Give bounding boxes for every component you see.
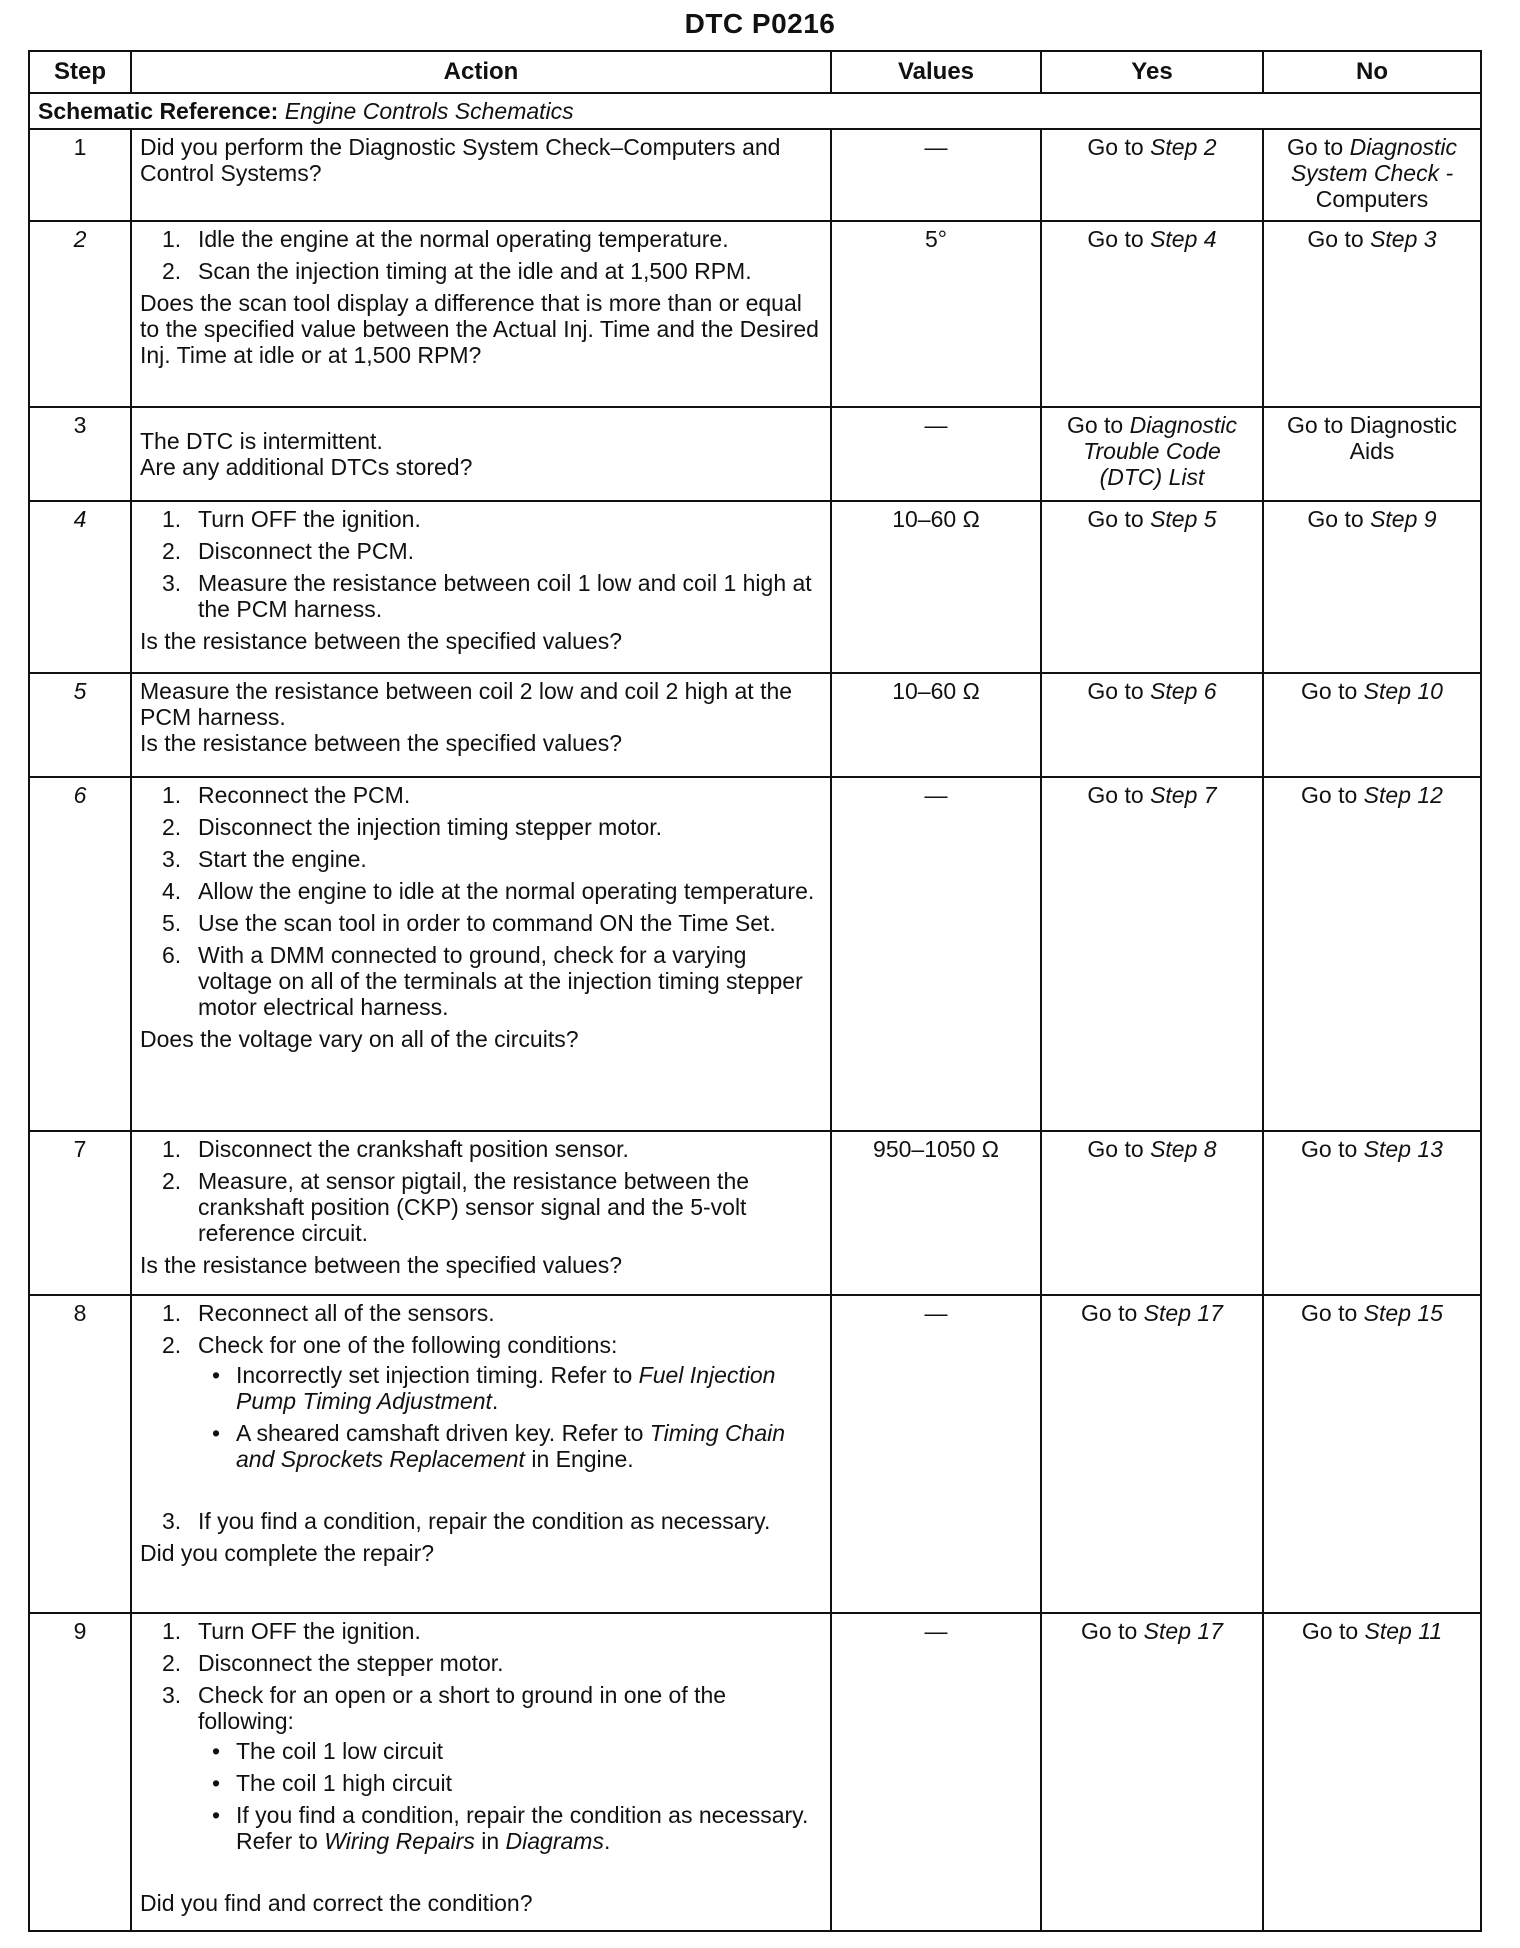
no-cell: Go to Step 10 (1263, 673, 1481, 777)
bullet-item: • The coil 1 low circuit (212, 1738, 444, 1764)
no-step-link: Step 9 (1370, 506, 1437, 532)
no-cell: Go to Step 3 (1263, 221, 1481, 407)
action-question: Are any additional DTCs stored? (140, 454, 473, 480)
list-item: 2. Disconnect the PCM. (162, 538, 415, 564)
table-row (29, 1613, 1481, 1931)
diagrams-ref: Diagrams (505, 1828, 604, 1854)
action-question: Did you find and correct the condition? (140, 1890, 533, 1916)
yes-cell: Go to Step 4 (1041, 221, 1263, 407)
list-item: 1. Turn OFF the ignition. (162, 1618, 421, 1644)
header-values: Values (831, 51, 1041, 93)
yes-cell: Go to Step 17 (1041, 1295, 1263, 1613)
wiring-repairs-ref: Wiring Repairs (324, 1828, 475, 1854)
no-cell (1263, 129, 1481, 221)
action-question: Does the voltage vary on all of the circuits? (140, 1026, 579, 1052)
no-cell: Go to Step 13 (1263, 1131, 1481, 1295)
no-prefix: Go to (1286, 134, 1350, 160)
action-cell (131, 1131, 831, 1295)
action-cell (131, 1613, 831, 1931)
action-cell (131, 501, 831, 673)
no-cell: Go to Diagnostic Aids (1263, 407, 1481, 501)
table-row (29, 1131, 1481, 1295)
table-row (29, 407, 1481, 501)
yes-cell: Go to Step 8 (1041, 1131, 1263, 1295)
fuel-pump-timing-ref: Fuel Injection Pump Timing Adjustment (236, 1362, 776, 1414)
list-item: 2. Scan the injection timing at the idle and at 1,500 RPM. (162, 258, 752, 284)
action-list (140, 506, 822, 622)
action-cell (131, 777, 831, 1131)
table-row (29, 129, 1481, 221)
no-suffix: Computers (1315, 186, 1429, 212)
list-item: 5. Use the scan tool in order to command ON the Time Set. (162, 910, 776, 936)
value-cell: — (831, 1613, 1041, 1931)
step-number: 3 (29, 407, 131, 501)
step-number: 9 (29, 1613, 131, 1931)
table-row (29, 673, 1481, 777)
yes-step-link: Step 17 (1143, 1300, 1223, 1326)
value-cell: — (831, 407, 1041, 501)
step-number: 5 (29, 673, 131, 777)
bullet-item: • A sheared camshaft driven key. Refer to Timing Chain and Sprockets Replacement in Engine. (212, 1420, 786, 1472)
action-cell (131, 673, 831, 777)
list-item: 3. Start the engine. (162, 846, 367, 872)
yes-cell: Go to Step 17 (1041, 1613, 1263, 1931)
value-cell: — (831, 777, 1041, 1131)
step-number: 4 (29, 501, 131, 673)
action-text: Measure the resistance between coil 2 low and coil 2 high at the PCM harness. (140, 678, 793, 730)
value-cell: 950–1050 Ω (831, 1131, 1041, 1295)
yes-cell: Go to Step 7 (1041, 777, 1263, 1131)
bullet-item: • If you find a condition, repair the condition as necessary. Refer to Wiring Repairs in Diagrams. (212, 1802, 809, 1854)
table-row (29, 1295, 1481, 1613)
no-cell: Go to Step 15 (1263, 1295, 1481, 1613)
table-row (29, 221, 1481, 407)
list-item: 3. Check for an open or a short to ground in one of the following: • The coil 1 low circuit • The coil 1 high circuit • If you find a condition, repair the condition as necessary. Refer to Wiring Repairs in Diagrams. (140, 1682, 822, 1884)
schematic-reference-link: Engine Controls Schematics (284, 98, 574, 124)
bullet-list (198, 1362, 822, 1472)
no-cell: Go to Step 9 (1263, 501, 1481, 673)
yes-step-link: Step 4 (1150, 226, 1217, 252)
action-cell (131, 221, 831, 407)
schematic-reference-row (29, 93, 1481, 129)
action-text: Did you perform the Diagnostic System Check–Computers and Control Systems? (140, 134, 781, 186)
yes-dtc-list-link: Diagnostic Trouble Code (DTC) List (1083, 412, 1238, 490)
bullet-item: • Incorrectly set injection timing. Refer to Fuel Injection Pump Timing Adjustment. (212, 1362, 776, 1414)
timing-chain-ref: Timing Chain and Sprockets Replacement (236, 1420, 786, 1472)
action-list (140, 1300, 822, 1534)
action-question: Did you complete the repair? (140, 1540, 435, 1566)
header-yes: Yes (1041, 51, 1263, 93)
step-number: 8 (29, 1295, 131, 1613)
bullet-item: • The coil 1 high circuit (212, 1770, 453, 1796)
header-action: Action (131, 51, 831, 93)
header-no: No (1263, 51, 1481, 93)
table-row (29, 777, 1481, 1131)
action-list (140, 1136, 822, 1246)
yes-cell: Go to Step 6 (1041, 673, 1263, 777)
yes-step-link: Step 7 (1150, 782, 1217, 808)
no-step-link: Step 10 (1363, 678, 1443, 704)
action-list (140, 782, 822, 1020)
header-step: Step (29, 51, 131, 93)
yes-step-link: Step 5 (1150, 506, 1217, 532)
page-title: DTC P0216 (684, 8, 836, 39)
no-step-link: Step 3 (1370, 226, 1437, 252)
action-cell (131, 129, 831, 221)
action-question: Is the resistance between the specified values? (140, 1252, 623, 1278)
action-question: Is the resistance between the specified values? (140, 730, 623, 756)
table-row (29, 501, 1481, 673)
yes-step-link: Step 6 (1150, 678, 1217, 704)
value-cell: 10–60 Ω (831, 673, 1041, 777)
yes-cell: Go to Step 5 (1041, 501, 1263, 673)
value-cell: — (831, 129, 1041, 221)
step-number: 1 (29, 129, 131, 221)
list-item: 3. Measure the resistance between coil 1 low and coil 1 high at the PCM harness. (162, 570, 812, 622)
diagnostic-table (28, 50, 1482, 1932)
action-question: Does the scan tool display a difference that is more than or equal to the specified value between the Actual Inj. Time and the Desired Inj. Time at idle or at 1,500 RPM? (140, 290, 819, 368)
no-link: Diagnostic System Check - (1290, 134, 1458, 186)
action-question: Is the resistance between the specified values? (140, 628, 623, 654)
list-item: 1. Reconnect the PCM. (162, 782, 411, 808)
action-text: The DTC is intermittent. (140, 428, 383, 454)
yes-step-link: Step 17 (1143, 1618, 1223, 1644)
value-cell: — (831, 1295, 1041, 1613)
yes-cell: Go to Diagnostic Trouble Code (DTC) List (1041, 407, 1263, 501)
value-cell: 5° (831, 221, 1041, 407)
bullet-list (198, 1738, 822, 1854)
step-number: 2 (29, 221, 131, 407)
yes-cell (1041, 129, 1263, 221)
list-item: 2. Check for one of the following conditions: • Incorrectly set injection timing. Refer to Fuel Injection Pump Timing Adjustment. • A sheared camshaft driven key. Refer to Timing Chain and Sprockets Replacement in Engine. (140, 1332, 822, 1502)
list-item: 1. Reconnect all of the sensors. (162, 1300, 495, 1326)
list-item: 2. Disconnect the stepper motor. (162, 1650, 504, 1676)
yes-step-link: Step 8 (1150, 1136, 1217, 1162)
list-item: 6. With a DMM connected to ground, check for a varying voltage on all of the terminals at the injection timing stepper motor electrical harness. (162, 942, 803, 1020)
no-cell: Go to Step 12 (1263, 777, 1481, 1131)
list-item: 3. If you find a condition, repair the condition as necessary. (162, 1508, 771, 1534)
yes-prefix: Go to (1087, 134, 1151, 160)
no-cell: Go to Step 11 (1263, 1613, 1481, 1931)
list-item: 4. Allow the engine to idle at the normal operating temperature. (162, 878, 815, 904)
step-number: 6 (29, 777, 131, 1131)
list-item: 1. Idle the engine at the normal operating temperature. (162, 226, 729, 252)
action-list (140, 226, 822, 284)
action-cell (131, 1295, 831, 1613)
no-step-link: Step 13 (1363, 1136, 1443, 1162)
no-step-link: Step 11 (1364, 1618, 1443, 1644)
list-item: 1. Turn OFF the ignition. (162, 506, 421, 532)
action-cell (131, 407, 831, 501)
list-item: 1. Disconnect the crankshaft position sensor. (162, 1136, 629, 1162)
yes-step-link: Step 2 (1150, 134, 1217, 160)
schematic-reference-label: Schematic Reference: (38, 98, 279, 124)
list-item: 2. Disconnect the injection timing stepper motor. (162, 814, 663, 840)
no-step-link: Step 15 (1363, 1300, 1443, 1326)
no-step-link: Step 12 (1363, 782, 1443, 808)
action-list (140, 1618, 822, 1884)
list-item: 2. Measure, at sensor pigtail, the resistance between the crankshaft position (CKP) sensor signal and the 5-volt reference circuit. (162, 1168, 750, 1246)
table-header-row (29, 51, 1481, 93)
value-cell: 10–60 Ω (831, 501, 1041, 673)
step-number: 7 (29, 1131, 131, 1295)
